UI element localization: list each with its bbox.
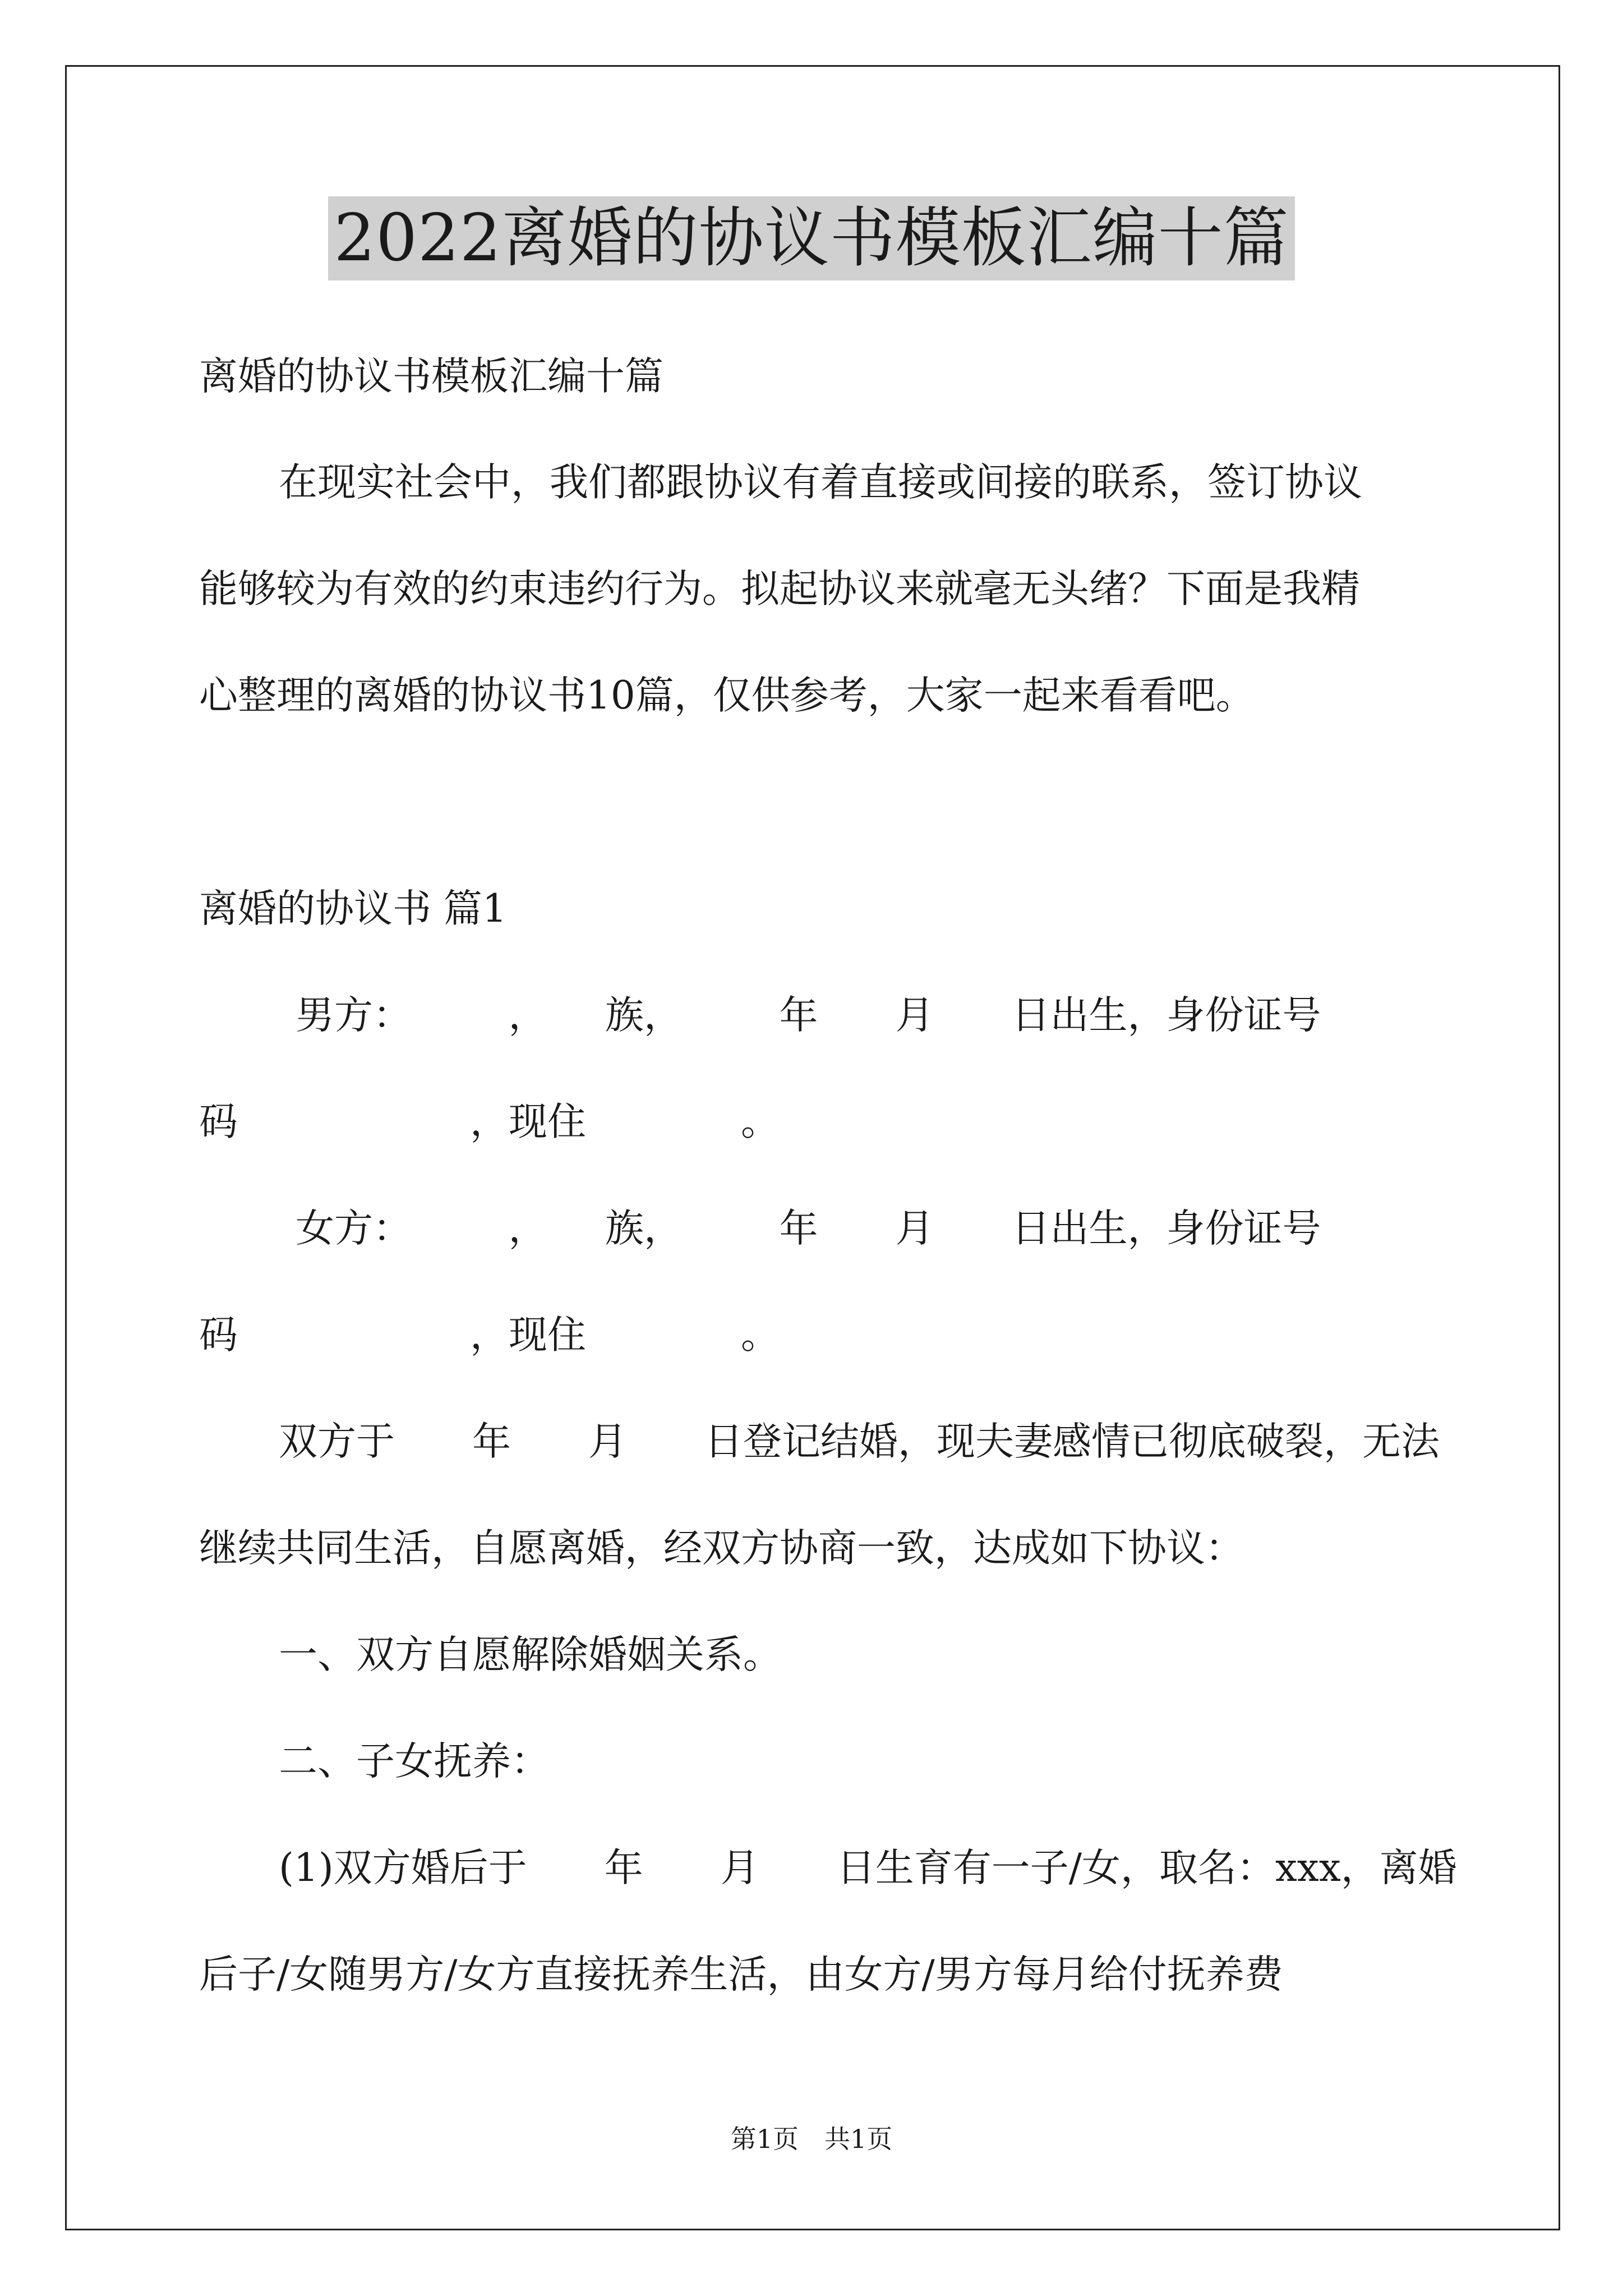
clause-one: 一、双方自愿解除婚姻关系。: [279, 1632, 782, 1677]
intro-line-3: 心整理的离婚的协议书10篇，仅供参考，大家一起来看看吧。: [199, 673, 1255, 718]
intro-line-2: 能够较为有效的约束违约行为。拟起协议来就毫无头绪？下面是我精: [199, 567, 1360, 611]
clause-two-heading: 二、子女抚养：: [279, 1739, 550, 1784]
intro-line-1: 在现实社会中，我们都跟协议有着直接或间接的联系，签订协议: [279, 460, 1362, 505]
document-title: 2022离婚的协议书模板汇编十篇: [328, 196, 1294, 280]
clause-two-item-1-line-1: (1)双方婚后于 年 月 日生育有一子/女，取名：xxx，离婚: [279, 1846, 1457, 1890]
male-party-line: 男方： ， 族， 年 月 日出生，身份证号: [296, 993, 1321, 1038]
document-title-block: [0, 196, 1623, 280]
male-party-id-line: 码 ，现住 。: [199, 1099, 780, 1144]
female-party-id-line: 码 ，现住 。: [199, 1313, 780, 1358]
female-party-line: 女方： ， 族， 年 月 日出生，身份证号: [296, 1206, 1321, 1251]
page-footer: 第1页 共1页: [730, 2124, 893, 2154]
subtitle-line: 离婚的协议书模板汇编十篇: [199, 354, 663, 399]
marriage-clause-line-2: 继续共同生活，自愿离婚，经双方协商一致，达成如下协议：: [199, 1526, 1244, 1571]
section-heading: 离婚的协议书 篇1: [199, 886, 507, 931]
clause-two-item-1-line-2: 后子/女随男方/女方直接抚养生活，由女方/男方每月给付抚养费: [199, 1952, 1283, 1997]
marriage-clause-line-1: 双方于 年 月 日登记结婚，现夫妻感情已彻底破裂，无法: [279, 1419, 1440, 1464]
